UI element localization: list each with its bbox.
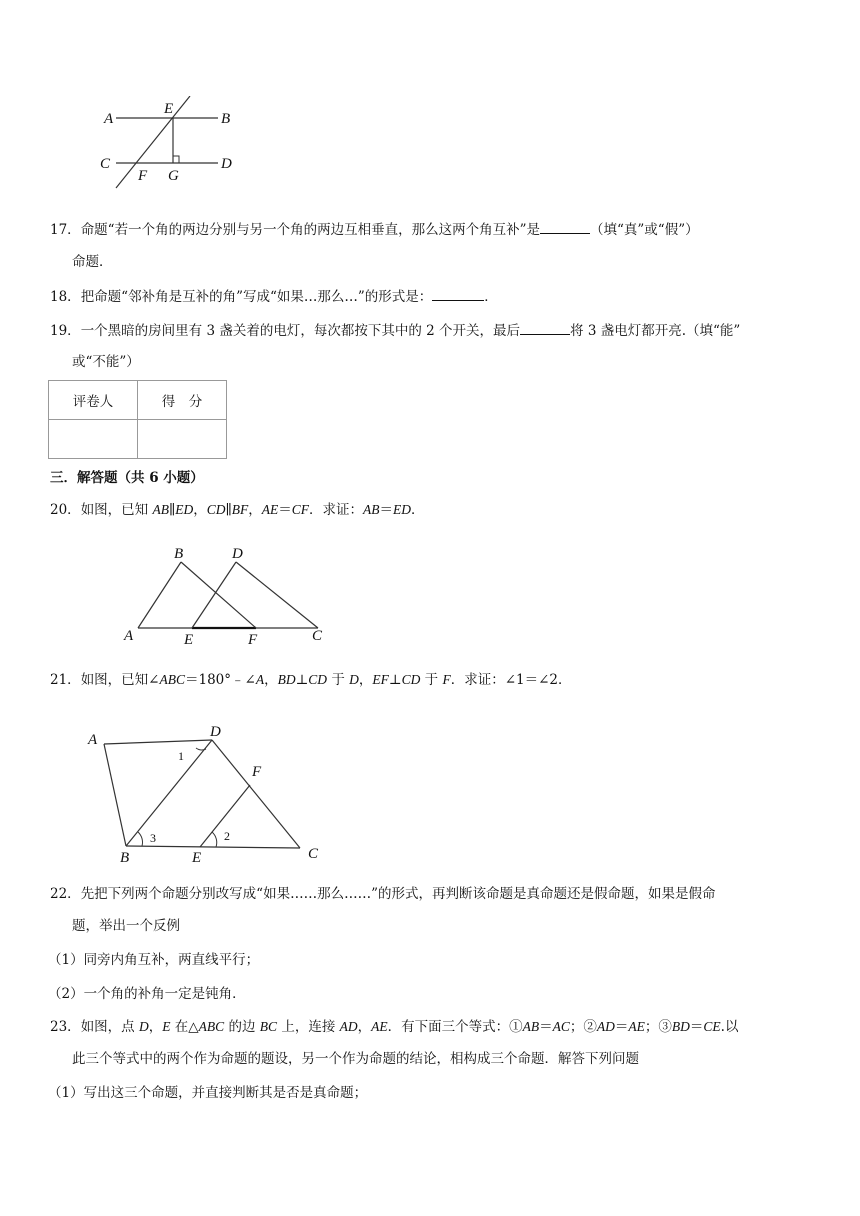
- label-D: D: [232, 546, 243, 562]
- figure-q21: [80, 720, 340, 870]
- label-angle-3: 3: [150, 831, 156, 845]
- question-22-sub2: （2）一个角的补角一定是钝角．: [48, 986, 246, 1002]
- question-17: 17．命题“若一个角的两边分别与另一个角的两边互相垂直，那么这两个角互补”是 （填“真”或“假”）: [50, 219, 699, 240]
- score-header-score: 得 分: [138, 381, 227, 420]
- label-E: E: [164, 101, 174, 117]
- label-F: F: [138, 168, 148, 184]
- label-C: C: [308, 846, 319, 862]
- label-E: E: [192, 850, 202, 866]
- label-C: C: [312, 628, 323, 644]
- label-D: D: [210, 724, 221, 740]
- question-23-sub1: （1）写出这三个命题，并直接判断其是否是真命题；: [48, 1085, 368, 1101]
- label-A: A: [104, 111, 114, 127]
- score-cell-score[interactable]: [138, 420, 227, 459]
- answer-blank[interactable]: [432, 286, 484, 301]
- label-F: F: [248, 632, 258, 648]
- label-F: F: [252, 764, 262, 780]
- question-21: 21．如图，已知∠ABC＝180°﹣∠A，BD⊥CD 于 D，EF⊥CD 于 F．求证：∠1＝∠2．: [50, 672, 572, 688]
- label-angle-1: 1: [178, 749, 184, 763]
- label-A: A: [124, 628, 134, 644]
- question-19-cont: 或“不能”）: [72, 354, 140, 370]
- question-23: 23．如图，点 D，E 在△ABC 的边 BC 上，连接 AD，AE．有下面三个等式：①AB＝AC；②AD＝AE；③BD＝CE.以: [50, 1019, 739, 1035]
- label-G: G: [168, 168, 179, 184]
- question-22-cont: 题，举出一个反例: [72, 918, 180, 934]
- answer-blank[interactable]: [540, 219, 590, 234]
- label-E: E: [184, 632, 194, 648]
- question-19: 19．一个黑暗的房间里有 3 盏关着的电灯，每次都按下其中的 2 个开关，最后 将 3 盏电灯都开亮.（填“能”: [50, 320, 740, 341]
- score-cell-grader[interactable]: [49, 420, 138, 459]
- question-23-cont: 此三个等式中的两个作为命题的题设，另一个作为命题的结论，相构成三个命题．解答下列问题: [72, 1051, 639, 1067]
- question-18: 18．把命题“邻补角是互补的角”写成“如果…那么…”的形式是： ．: [50, 286, 498, 307]
- label-B: B: [221, 111, 231, 127]
- label-B: B: [174, 546, 184, 562]
- question-17-cont: 命题．: [72, 254, 113, 270]
- score-table: [48, 380, 227, 459]
- label-angle-2: 2: [224, 829, 230, 843]
- question-22-sub1: （1）同旁内角互补，两直线平行；: [48, 952, 260, 968]
- label-A: A: [88, 732, 98, 748]
- label-D: D: [221, 156, 232, 172]
- question-22: 22．先把下列两个命题分别改写成“如果……那么……”的形式，再判断该命题是真命题还是假命题，如果是假命: [50, 886, 716, 902]
- figure-q20: [118, 540, 338, 650]
- label-C: C: [100, 156, 111, 172]
- section-title: 三．解答题（共 6 小题）: [50, 470, 204, 486]
- question-20: 20．如图，已知 AB∥ED，CD∥BF，AE＝CF．求证：AB＝ED．: [50, 502, 425, 518]
- label-B: B: [120, 850, 130, 866]
- score-header-grader: 评卷人: [49, 381, 138, 420]
- figure-q16: [96, 96, 246, 196]
- answer-blank[interactable]: [520, 320, 570, 335]
